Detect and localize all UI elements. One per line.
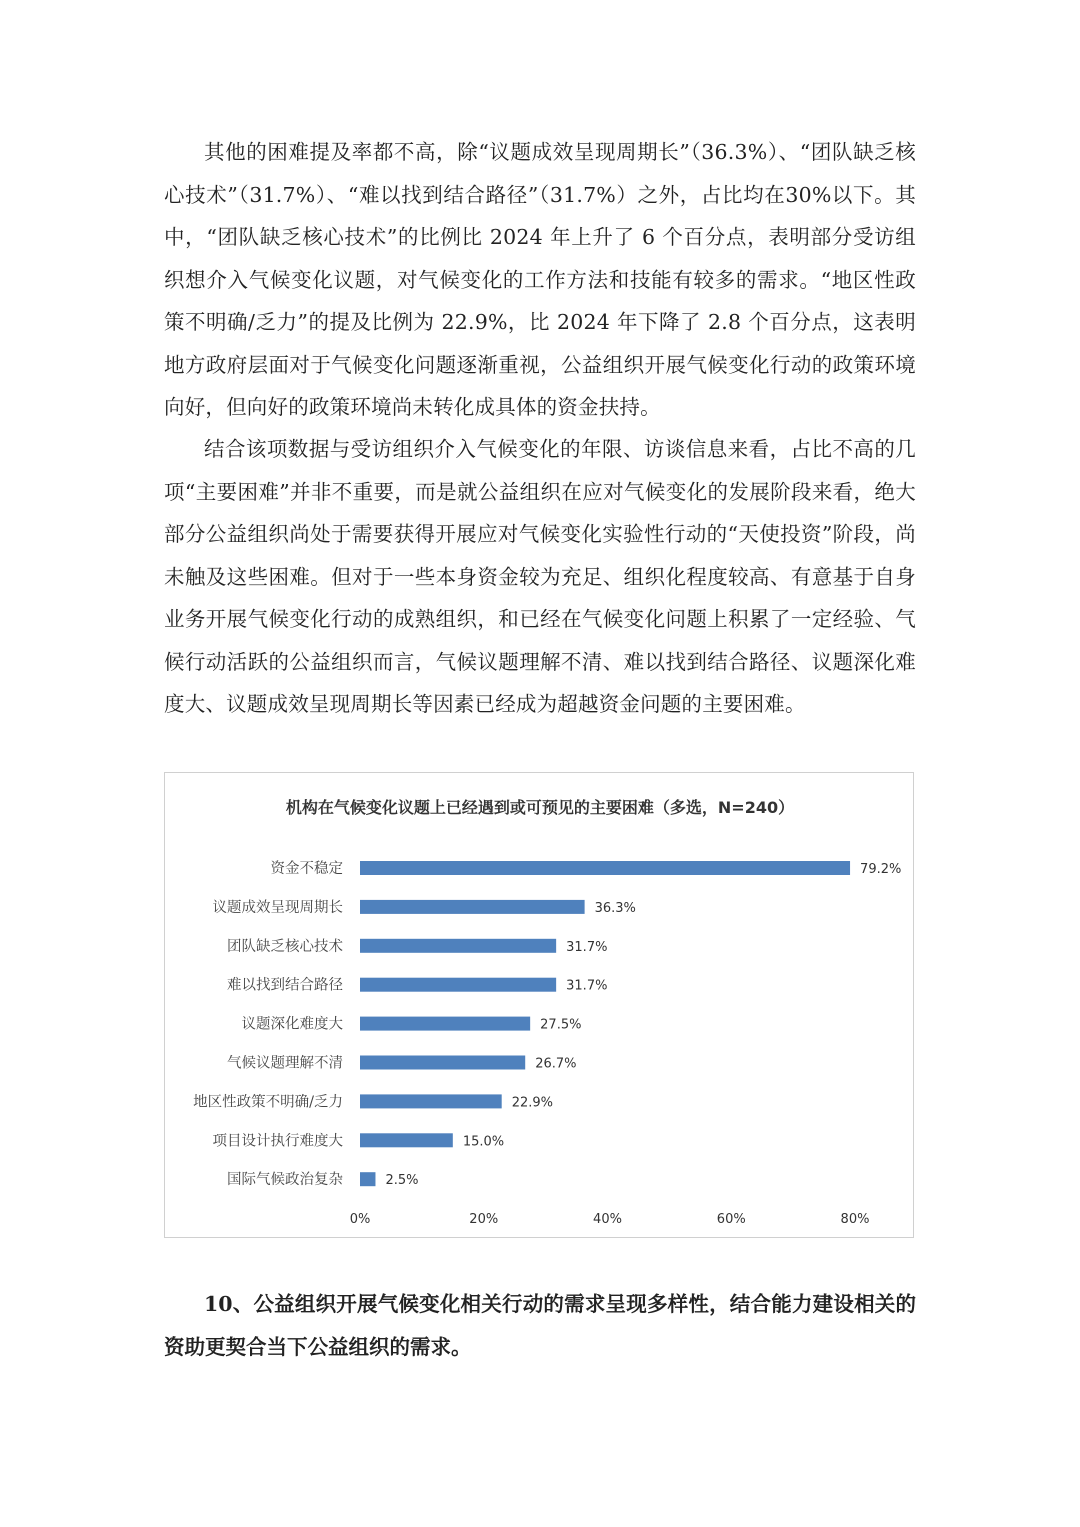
bar [360, 1056, 525, 1070]
category-label: 难以找到结合路径 [227, 977, 343, 994]
body-paragraph-2: 结合该项数据与受访组织介入气候变化的年限、访谈信息来看，占比不高的几项“主要困难”并非不重要，而是就公益组织在应对气候变化的发展阶段来看，绝大部分公益组织尚处于需要获得开展应对气候变化实验性行动的“天使投资”阶段，尚未触及这些困难。但对于一些本身资金较为充足、组织化程度较高、有意基于自身业务开展气候变化行动的成熟组织，和已经在气候变化问题上积累了一定经验、气候行动活跃的公益组织而言，气候议题理解不清、难以找到结合路径、议题深化难度大、议题成效呈现周期长等因素已经成为超越资金问题的主要困难。 [164, 437, 916, 716]
category-label: 地区性政策不明确/乏力 [193, 1094, 343, 1111]
x-tick-label: 60% [716, 1212, 746, 1227]
x-tick-label: 20% [469, 1212, 499, 1227]
category-label: 资金不稳定 [270, 861, 343, 877]
x-tick-label: 40% [593, 1212, 622, 1227]
bar [360, 978, 556, 992]
x-tick-label: 0% [349, 1212, 371, 1227]
value-label: 36.3% [594, 900, 636, 916]
bar [360, 1094, 502, 1108]
chart-title: 机构在气候变化议题上已经遇到或可预见的主要困难（多选，N=240） [285, 798, 795, 817]
bar [360, 1133, 453, 1147]
value-label: 2.5% [385, 1173, 419, 1189]
bar [360, 939, 556, 953]
bar [360, 1017, 530, 1031]
category-label: 国际气候政治复杂 [227, 1172, 343, 1189]
category-label: 气候议题理解不清 [227, 1055, 343, 1072]
value-label: 31.7% [566, 978, 608, 994]
bar [360, 1172, 375, 1186]
value-label: 15.0% [462, 1134, 505, 1150]
bar [360, 900, 585, 914]
section-heading: 10、公益组织开展气候变化相关行动的需求呈现多样性，结合能力建设相关的资助更契合当下公益组织的需求。 [164, 1292, 916, 1359]
category-label: 项目设计执行难度大 [212, 1133, 343, 1150]
value-label: 26.7% [535, 1056, 577, 1072]
x-tick-label: 80% [840, 1212, 870, 1227]
bar [360, 861, 850, 875]
value-label: 79.2% [860, 862, 902, 877]
body-paragraph-1: 其他的困难提及率都不高，除“议题成效呈现周期长”（36.3%）、“团队缺乏核心技术”（31.7%）、“难以找到结合路径”（31.7%）之外，占比均在30%以下。其中，“团队缺乏核心技术”的比例比 2024 年上升了 6 个百分点，表明部分受访组织想介入气候变化议题，对气候变化的工作方法和技能有较多的需求。“地区性政策不明确/乏力”的提及比例为 22.9%，比 2024 年下降了 2.8 个百分点，这表明地方政府层面对于气候变化问题逐渐重视，公益组织开展气候变化行动的政策环境向好，但向好的政策环境尚未转化成具体的资金扶持。 [164, 140, 916, 419]
value-label: 31.7% [566, 939, 608, 955]
category-label: 议题深化难度大 [241, 1016, 343, 1033]
bar-chart [165, 773, 915, 1239]
value-label: 22.9% [511, 1095, 554, 1111]
category-label: 团队缺乏核心技术 [227, 938, 343, 955]
value-label: 27.5% [540, 1017, 582, 1033]
category-label: 议题成效呈现周期长 [212, 899, 343, 916]
bar-chart-container [164, 772, 914, 1238]
